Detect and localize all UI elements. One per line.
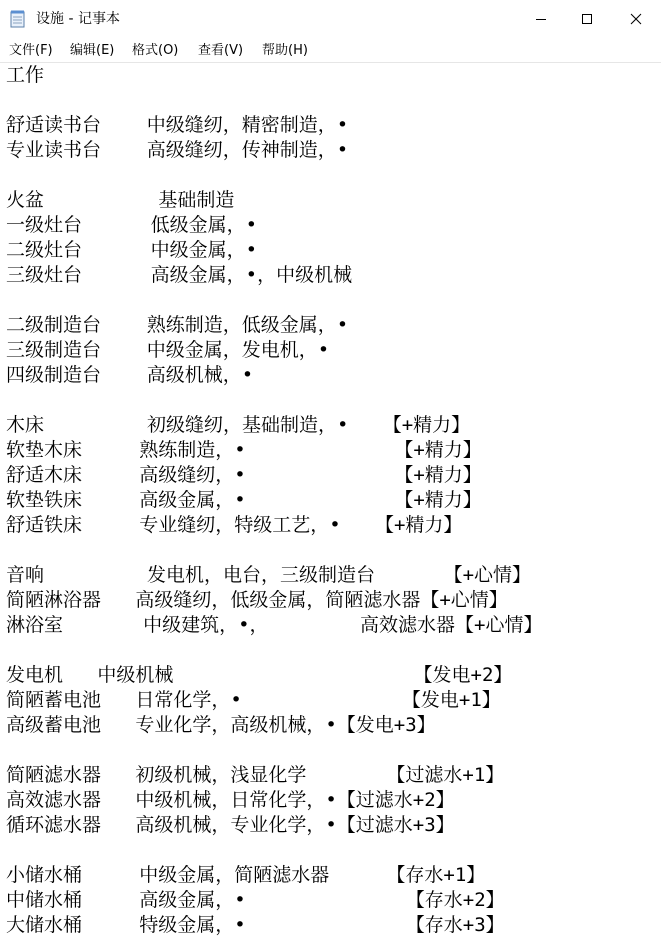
text-line [6,738,542,763]
text-line [6,838,542,863]
text-line: 中储水桶 高级金属，• 【存水+2】 [6,889,505,911]
menu-bar [0,38,661,62]
text-line [6,638,542,663]
menu-format[interactable]: 格式(O) [132,43,179,58]
maximize-icon [581,13,593,25]
text-line: 舒适读书台 中级缝纫，精密制造，• [6,114,349,136]
text-line: 二级制造台 熟练制造，低级金属，• [6,314,349,336]
text-line: 循环滤水器 高级机械，专业化学，•【过滤水+3】 [6,814,455,836]
text-line: 专业读书台 高级缝纫，传神制造，• [6,139,349,161]
menu-help[interactable]: 帮助(H) [262,43,308,58]
close-icon [630,13,642,25]
text-line: 软垫铁床 高级金属，• 【+精力】 [6,489,482,511]
text-line: 一级灶台 低级金属，• [6,214,258,236]
text-line: 三级制造台 中级金属，发电机，• [6,339,330,361]
text-line: 简陋蓄电池 日常化学，• 【发电+1】 [6,689,501,711]
menu-file[interactable]: 文件(F) [9,43,53,58]
title-bar[interactable] [0,0,661,38]
text-line [6,288,542,313]
text-line: 淋浴室 中级建筑，•， 高效滤水器【+心情】 [6,614,543,636]
text-editor-area[interactable] [0,62,661,947]
text-line: 四级制造台 高级机械，• [6,364,254,386]
text-line [6,388,542,413]
text-line: 火盆 基础制造 [6,189,235,211]
text-line: 高级蓄电池 专业化学，高级机械，•【发电+3】 [6,714,436,736]
text-line: 软垫木床 熟练制造，• 【+精力】 [6,439,482,461]
menu-edit[interactable]: 编辑(E) [70,43,115,58]
text-line: 小储水桶 中级金属，简陋滤水器 【存水+1】 [6,864,486,886]
text-line: 大储水桶 特级金属，• 【存水+3】 [6,914,505,936]
text-line: 二级灶台 中级金属，• [6,239,258,261]
window-title: 设施 - 记事本 [36,11,120,27]
text-line: 高效滤水器 中级机械，日常化学，•【过滤水+2】 [6,789,455,811]
text-line: 木床 初级缝纫，基础制造，• 【+精力】 [6,414,471,436]
text-line: 简陋滤水器 初级机械，浅显化学 【过滤水+1】 [6,764,505,786]
text-line: 音响 发电机，电台，三级制造台 【+心情】 [6,564,532,586]
text-line [6,538,542,563]
minimize-icon [535,13,547,25]
document-text[interactable] [6,63,542,938]
text-line: 简陋淋浴器 高级缝纫，低级金属，简陋滤水器【+心情】 [6,589,508,611]
text-line: 三级灶台 高级金属，•，中级机械 [6,264,353,286]
text-line: 舒适木床 高级缝纫，• 【+精力】 [6,464,482,486]
notepad-icon [10,10,26,28]
text-line: 发电机 中级机械 【发电+2】 [6,664,513,686]
text-line: 舒适铁床 专业缝纫，特级工艺，• 【+精力】 [6,514,463,536]
text-line [6,163,542,188]
maximize-button[interactable] [564,0,610,38]
menu-view[interactable]: 查看(V) [198,43,244,58]
close-button[interactable] [610,0,661,38]
text-line: 工作 [6,64,45,86]
text-line [6,88,542,113]
minimize-button[interactable] [518,0,564,38]
